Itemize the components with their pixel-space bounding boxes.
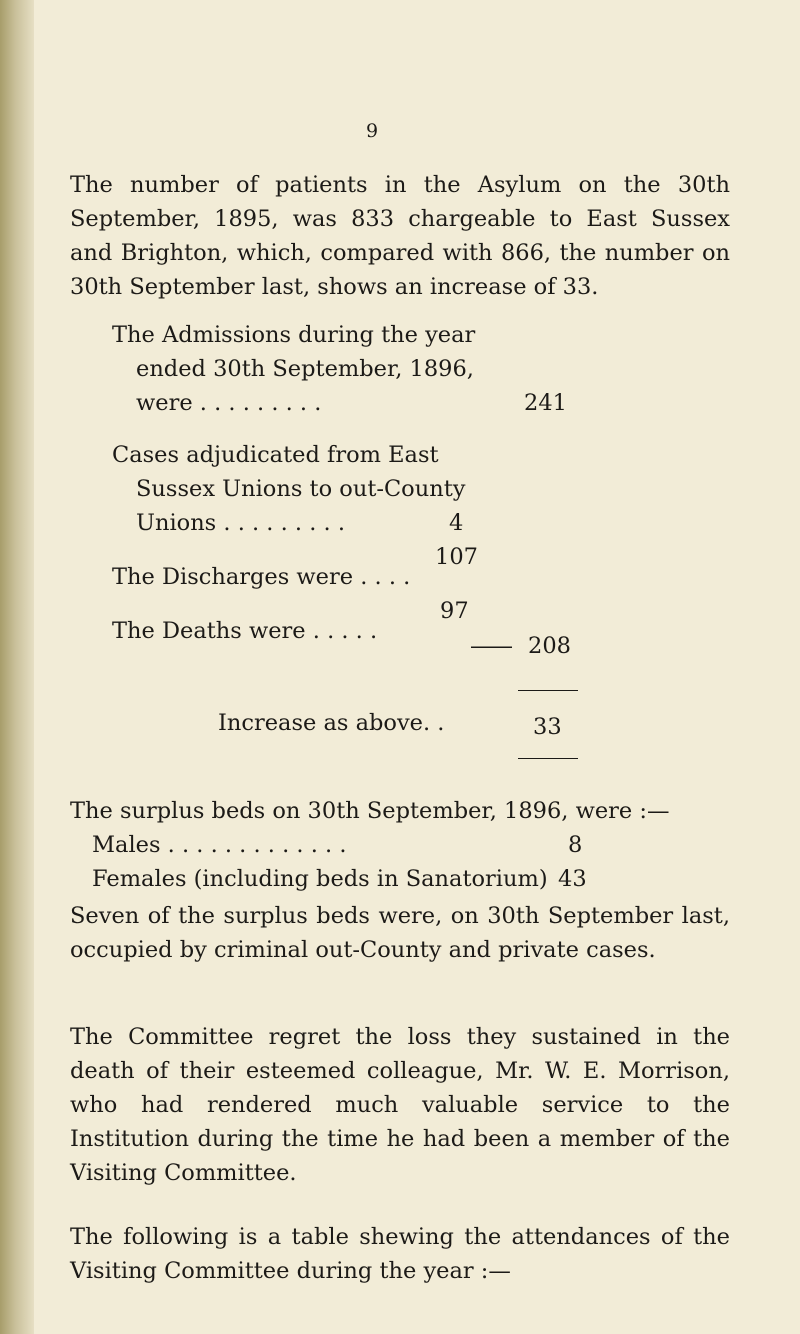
surplus-intro: The surplus beds on 30th September, 1896, were :— bbox=[70, 798, 670, 824]
admissions-line-1: The Admissions during the year bbox=[112, 322, 476, 348]
following-paragraph-block bbox=[70, 1220, 730, 1288]
committee-paragraph-block bbox=[70, 1020, 730, 1190]
males-label: Males . . . . . . . . . . . . . bbox=[92, 832, 347, 858]
sum-rule-top bbox=[518, 690, 578, 691]
committee-paragraph: The Committee regret the loss they sustained in the death of their esteemed colleague, Mr. W. E. Morrison, who had rendered much valuable service to the Institution during the time he had been a member of the Visiting Committee. bbox=[70, 1024, 730, 1186]
admissions-value: 241 bbox=[524, 390, 567, 416]
deaths-value: 97 bbox=[440, 598, 469, 624]
subtotal-value: 208 bbox=[528, 633, 571, 659]
deaths-label: The Deaths were . . . . . bbox=[112, 618, 378, 644]
discharges-label: The Discharges were . . . . bbox=[112, 564, 411, 590]
subtotal-dash: —— bbox=[470, 633, 511, 659]
admissions-line-3: were . . . . . . . . . bbox=[136, 390, 322, 416]
adjudicated-line-3: Unions . . . . . . . . . bbox=[136, 510, 345, 536]
males-value: 8 bbox=[568, 832, 583, 858]
increase-value: 33 bbox=[533, 714, 562, 740]
admissions-line-2: ended 30th September, 1896, bbox=[136, 356, 474, 382]
adjudicated-line-2: Sussex Unions to out-County bbox=[136, 476, 466, 502]
surplus-block bbox=[70, 794, 730, 896]
admissions-ledger bbox=[70, 318, 730, 740]
seven-paragraph-block bbox=[70, 899, 730, 967]
intro-paragraph-block bbox=[70, 168, 730, 304]
following-paragraph: The following is a table shewing the attendances of the Visiting Committee during the year :— bbox=[70, 1224, 730, 1284]
intro-paragraph: The number of patients in the Asylum on the 30th September, 1895, was 833 chargeable to East Sussex and Brighton, which, compared with 866, the number on 30th September last, shows an increase of 33. bbox=[70, 172, 730, 300]
adjudicated-value: 4 bbox=[449, 510, 464, 536]
sum-rule-bottom bbox=[518, 758, 578, 759]
discharges-value: 107 bbox=[435, 544, 478, 570]
females-value: 43 bbox=[558, 866, 587, 892]
adjudicated-line-1: Cases adjudicated from East bbox=[112, 442, 439, 468]
females-label: Females (including beds in Sanatorium) bbox=[92, 866, 548, 892]
page-number: 9 bbox=[366, 120, 379, 142]
increase-label: Increase as above. . bbox=[218, 710, 445, 736]
book-spine-shadow bbox=[0, 0, 34, 1334]
seven-paragraph: Seven of the surplus beds were, on 30th September last, occupied by criminal out-County and private cases. bbox=[70, 903, 730, 963]
